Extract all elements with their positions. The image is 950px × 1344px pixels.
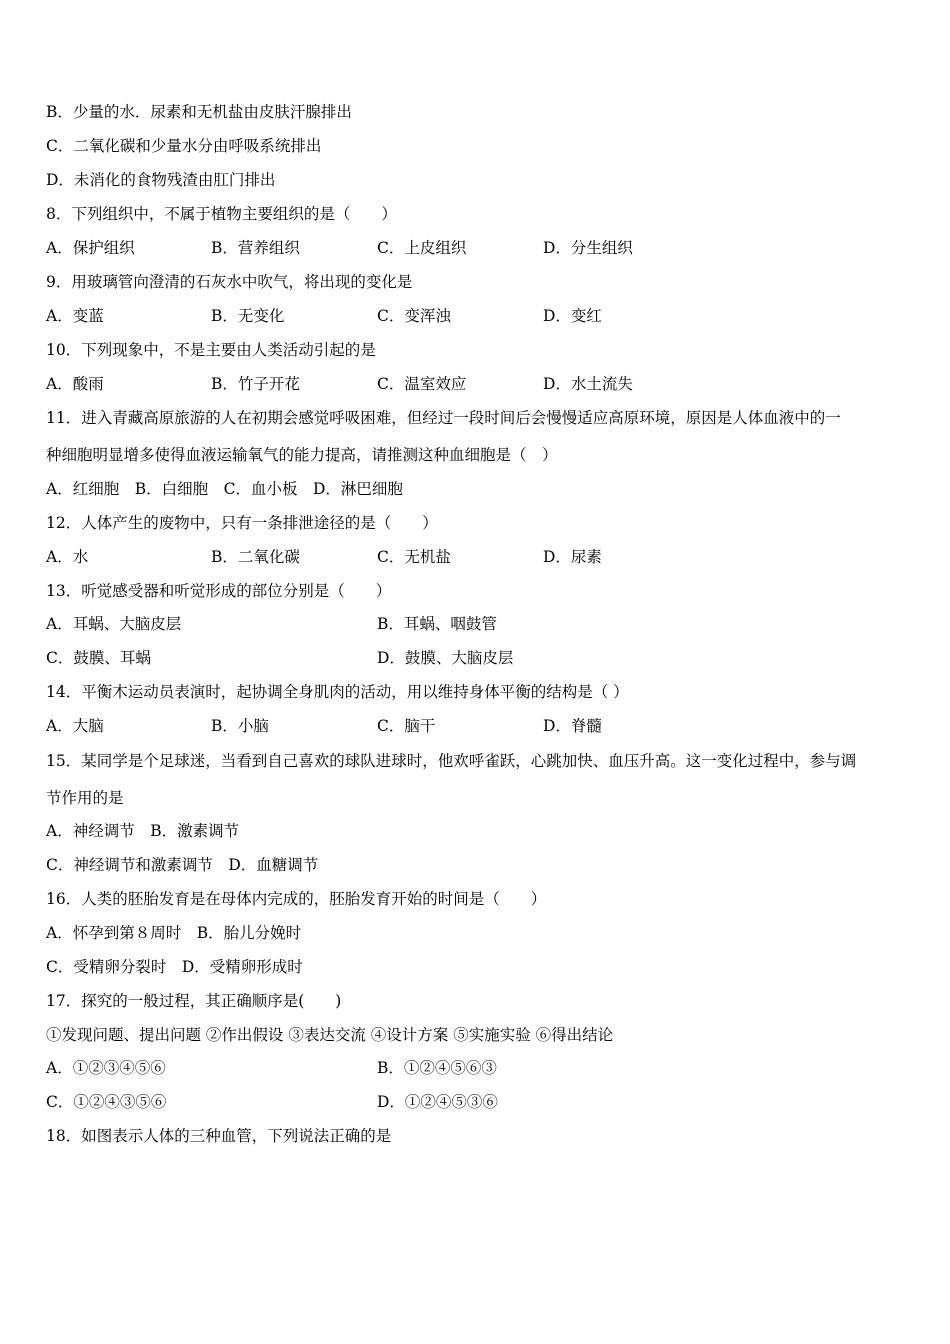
q10-stem: 10．下列现象中，不是主要由人类活动引起的是 xyxy=(46,341,376,359)
q10-option-b: B．竹子开花 xyxy=(211,375,300,393)
q11-options: A．红细胞 B．白细胞 C．血小板 D．淋巴细胞 xyxy=(46,480,403,498)
q16-options-ab: A．怀孕到第８周时 B．胎儿分娩时 xyxy=(46,924,302,942)
q14-option-a: A．大脑 xyxy=(46,717,104,735)
q8-option-b: B．营养组织 xyxy=(211,239,300,257)
q17-option-b: B．①②④⑤⑥③ xyxy=(377,1059,497,1077)
q17-stem: 17．探究的一般过程，其正确顺序是( ) xyxy=(46,992,342,1010)
q16-stem: 16．人类的胚胎发育是在母体内完成的，胚胎发育开始的时间是（ ） xyxy=(46,890,547,908)
q9-stem: 9．用玻璃管向澄清的石灰水中吹气，将出现的变化是 xyxy=(46,273,413,291)
q11-stem-line2: 种细胞明显增多使得血液运输氧气的能力提高，请推测这种血细胞是（ ） xyxy=(46,446,558,464)
q14-option-b: B．小脑 xyxy=(211,717,269,735)
q7-option-b: B．少量的水．尿素和无机盐由皮肤汗腺排出 xyxy=(46,103,352,121)
q12-stem: 12．人体产生的废物中，只有一条排泄途径的是（ ） xyxy=(46,514,438,532)
q13-option-d: D．鼓膜、大脑皮层 xyxy=(377,649,514,667)
q14-option-d: D．脊髓 xyxy=(543,717,602,735)
q10-option-a: A．酸雨 xyxy=(46,375,104,393)
q10-option-d: D．水土流失 xyxy=(543,375,633,393)
q15-stem-line2: 节作用的是 xyxy=(46,789,124,807)
q8-option-d: D．分生组织 xyxy=(543,239,633,257)
q9-option-a: A．变蓝 xyxy=(46,307,104,325)
q13-stem: 13．听觉感受器和听觉形成的部位分别是（ ） xyxy=(46,582,392,600)
q17-option-a: A．①②③④⑤⑥ xyxy=(46,1059,166,1077)
q12-option-a: A．水 xyxy=(46,548,89,566)
q11-stem-line1: 11．进入青藏高原旅游的人在初期会感觉呼吸困难，但经过一段时间后会慢慢适应高原环境，原因是人体血液中的一 xyxy=(46,409,841,427)
q9-option-b: B．无变化 xyxy=(211,307,285,325)
q8-stem: 8．下列组织中，不属于植物主要组织的是（ ） xyxy=(46,205,397,223)
q15-stem-line1: 15．某同学是个足球迷，当看到自己喜欢的球队进球时，他欢呼雀跃，心跳加快、血压升高。这一变化过程中，参与调 xyxy=(46,752,857,770)
q14-stem: 14．平衡木运动员表演时，起协调全身肌肉的活动，用以维持身体平衡的结构是（ ） xyxy=(46,683,629,701)
q17-option-d: D．①②④⑤③⑥ xyxy=(377,1093,498,1111)
q14-option-c: C．脑干 xyxy=(377,717,436,735)
q15-options-cd: C．神经调节和激素调节 D．血糖调节 xyxy=(46,856,319,874)
q16-options-cd: C．受精卵分裂时 D．受精卵形成时 xyxy=(46,958,303,976)
q10-option-c: C．温室效应 xyxy=(377,375,467,393)
q17-option-c: C．①②④③⑤⑥ xyxy=(46,1093,167,1111)
q7-option-d: D．未消化的食物残渣由肛门排出 xyxy=(46,171,276,189)
q13-option-b: B．耳蜗、咽鼓管 xyxy=(377,615,497,633)
q18-stem: 18．如图表示人体的三种血管，下列说法正确的是 xyxy=(46,1127,392,1145)
q7-option-c: C．二氧化碳和少量水分由呼吸系统排出 xyxy=(46,137,322,155)
q9-option-d: D．变红 xyxy=(543,307,602,325)
q12-option-b: B．二氧化碳 xyxy=(211,548,300,566)
q17-steps: ①发现问题、提出问题 ②作出假设 ③表达交流 ④设计方案 ⑤实施实验 ⑥得出结论 xyxy=(46,1026,614,1044)
q8-option-a: A．保护组织 xyxy=(46,239,135,257)
q8-option-c: C．上皮组织 xyxy=(377,239,467,257)
q12-option-c: C．无机盐 xyxy=(377,548,451,566)
q9-option-c: C．变浑浊 xyxy=(377,307,451,325)
q15-options-ab: A．神经调节 B．激素调节 xyxy=(46,822,240,840)
q13-option-a: A．耳蜗、大脑皮层 xyxy=(46,615,182,633)
q13-option-c: C．鼓膜、耳蜗 xyxy=(46,649,151,667)
q12-option-d: D．尿素 xyxy=(543,548,602,566)
